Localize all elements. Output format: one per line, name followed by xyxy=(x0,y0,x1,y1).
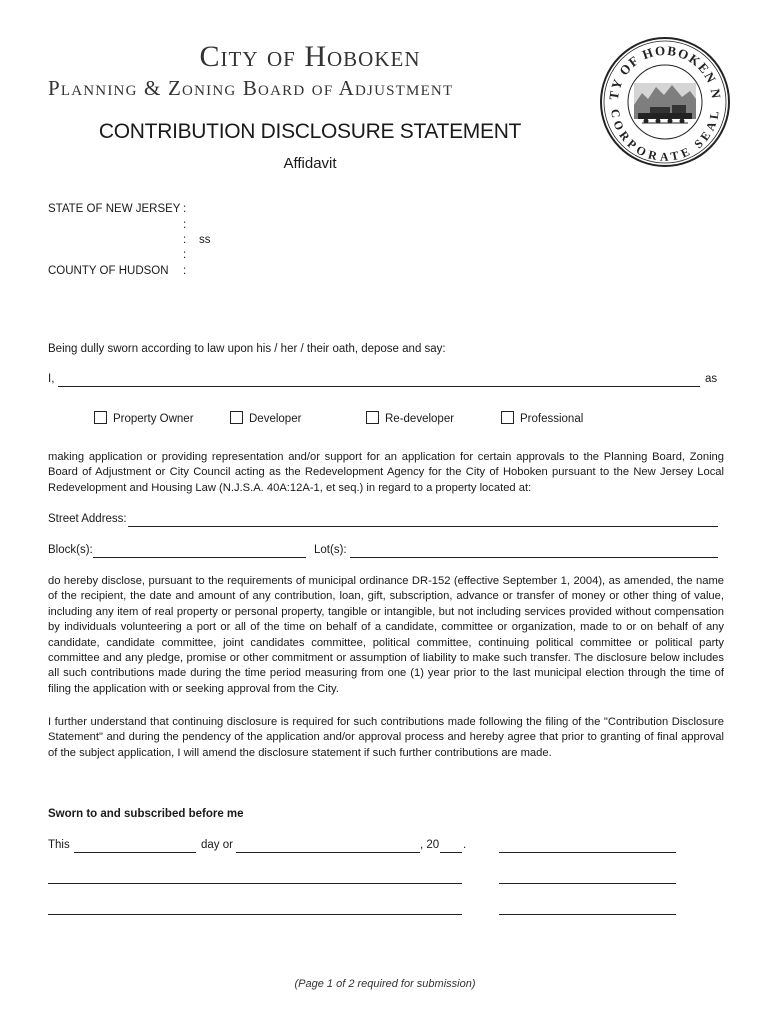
role-property-owner[interactable]: Property Owner xyxy=(94,411,194,425)
role-developer[interactable]: Developer xyxy=(230,411,301,425)
colon: : xyxy=(183,234,187,246)
disclosure-paragraph: do hereby disclose, pursuant to the requirements of municipal ordinance DR-152 (effective September 1, 2004), as amended, the name of the recipient, the date and amount of any contribution, loan, gift, subscription, advance or transfer of money or other thing of value, including any item of real property or personal property, tangible or intangible, but not including services provided without compensation by individuals volunteering a port or all of the time on behalf of a candidate, committee or organization, made to or on behalf of any candidate, candidate committee, joint candidates committee, political committee, continuing political committee or political party committee and any pledge, promise or other commitment or assumption of liability to make such transfer. The disclosure below includes all such contributions made during the time period measuring from one (1) year prior to the last municipal election through the time of filing the application with or seeking approval from the City. xyxy=(48,575,724,695)
application-paragraph: making application or providing representation and/or support for an application for certain approvals to the Planning Board, Zoning Board of Adjustment or City Council acting as the Redevelopment Agency for the City of Hoboken pursuant to the New Jersey Local Redevelopment and Housing Law (N.J.S.A. 40A:12A-1, et seq.) in regard to a property located at: xyxy=(48,451,724,494)
role-professional[interactable]: Professional xyxy=(501,411,583,425)
board-title: Planning & Zoning Board of Adjustment xyxy=(48,76,454,100)
city-title: City of Hoboken xyxy=(199,40,421,73)
block-field[interactable] xyxy=(93,557,306,558)
colon: : xyxy=(183,265,187,277)
colon: : xyxy=(183,203,187,215)
year-prefix: , 20 xyxy=(420,839,440,851)
day-or-label: day or xyxy=(201,839,233,851)
role-redeveloper[interactable]: Re-developer xyxy=(366,411,454,425)
seal-top-text: TY OF HOBOKEN N xyxy=(605,42,725,101)
name-suffix: as xyxy=(705,373,718,385)
checkbox-icon[interactable] xyxy=(94,411,107,424)
checkbox-icon[interactable] xyxy=(501,411,514,424)
name-prefix: I, xyxy=(48,373,55,385)
document-subtitle: Affidavit xyxy=(283,155,337,172)
document-title: CONTRIBUTION DISCLOSURE STATEMENT xyxy=(98,120,522,143)
year-field[interactable] xyxy=(440,852,462,853)
ss-label: ss xyxy=(199,234,211,246)
lot-label: Lot(s): xyxy=(314,544,347,556)
month-field[interactable] xyxy=(236,852,420,853)
state-label: STATE OF NEW JERSEY xyxy=(48,203,181,215)
lot-field[interactable] xyxy=(350,557,718,558)
seal-bottom-text: CORPORATE SEAL xyxy=(608,108,722,164)
street-field[interactable] xyxy=(128,526,718,527)
continuing-disclosure-paragraph: I further understand that continuing disclosure is required for such contributions made following the filing of the "Contribution Disclosure Statement" and during the pendency of the application and/or approval process and hereby agree that prior to granting of final approval of the subject application, I will amend the disclosure statement if such further contributions are made. xyxy=(48,716,724,759)
signature-line[interactable] xyxy=(499,914,676,915)
colon: : xyxy=(183,249,187,261)
sworn-heading: Sworn to and subscribed before me xyxy=(48,808,244,820)
oath-text: Being dully sworn according to law upon his / her / their oath, depose and say: xyxy=(48,343,446,355)
checkbox-icon[interactable] xyxy=(366,411,379,424)
signature-line[interactable] xyxy=(499,852,676,853)
name-field[interactable] xyxy=(58,386,700,387)
street-label: Street Address: xyxy=(48,513,127,525)
page-footer: (Page 1 of 2 required for submission) xyxy=(294,978,476,990)
notary-line[interactable] xyxy=(48,914,462,915)
notary-line[interactable] xyxy=(48,883,462,884)
block-label: Block(s): xyxy=(48,544,93,556)
county-label: COUNTY OF HUDSON xyxy=(48,265,169,277)
period: . xyxy=(463,839,467,851)
this-label: This xyxy=(48,839,70,851)
signature-line[interactable] xyxy=(499,883,676,884)
checkbox-icon[interactable] xyxy=(230,411,243,424)
colon: : xyxy=(183,219,187,231)
day-field[interactable] xyxy=(74,852,196,853)
city-seal-icon xyxy=(598,35,732,169)
